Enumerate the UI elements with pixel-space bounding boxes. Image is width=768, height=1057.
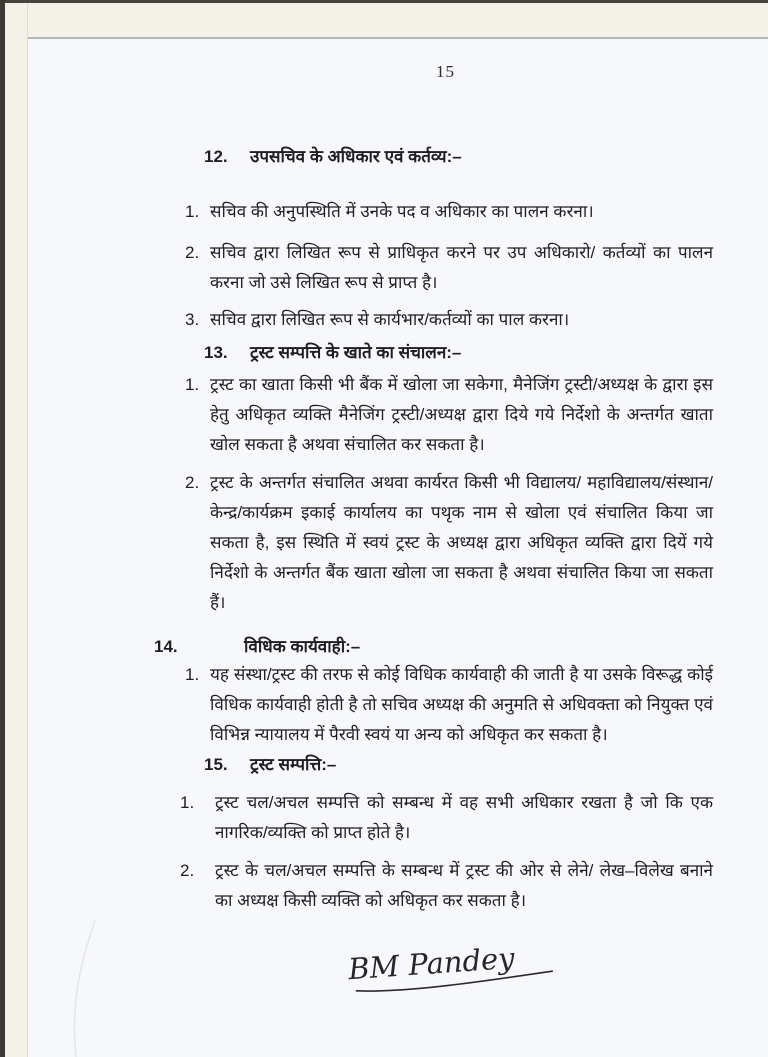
section-14-heading — [154, 632, 713, 662]
list-item-text: ट्रस्ट चल/अचल सम्पत्ति को सम्बन्ध में वह सभी अधिकार रखता है जो कि एक नागरिक/व्यक्ति को प्राप्त होते है। — [215, 793, 713, 842]
signature — [338, 930, 568, 994]
section-number: 14. — [154, 637, 178, 656]
list-item — [178, 788, 713, 848]
list-item-text: यह संस्था/ट्रस्ट की तरफ से कोई विधिक कार्यवाही की जाती है या उसके विरूद्ध कोई विधिक कार्यवाही होती है तो सचिव अध्यक्ष की अनुमति से अधिवक्ता को नियुक्त एवं विभिन्न न्यायालय में पैरवी स्वयं या अन्य को अधिकृत कर सकता है। — [210, 665, 713, 744]
page-number: 15 — [436, 62, 455, 81]
list-item — [178, 305, 713, 335]
section-12-heading — [204, 142, 713, 172]
list-item — [178, 468, 713, 618]
section-title: विधिक कार्यवाही:– — [244, 637, 361, 656]
section-title: उपसचिव के अधिकार एवं कर्तव्य:– — [250, 147, 462, 166]
page-left-edge — [0, 0, 5, 1057]
scan-artifact — [40, 920, 120, 1057]
list-item-text: सचिव द्वारा लिखित रूप से प्राधिकृत करने पर उप अधिकारो/ कर्तव्यों का पालन करना जो उसे लिखित रूप से प्राप्त है। — [210, 243, 713, 292]
list-item-number: 2. — [185, 473, 200, 492]
list-item-number: 1. — [185, 375, 200, 394]
list-item-number: 1. — [180, 793, 195, 812]
list-item-text: सचिव की अनुपस्थिति में उनके पद व अधिकार का पालन करना। — [210, 202, 594, 221]
list-item-text: ट्रस्ट का खाता किसी भी बैंक में खोला जा सकेगा, मैनेजिंग ट्रस्टी/अध्यक्ष के द्वारा इस हेतु अधिकृत व्यक्ति मैनेजिंग ट्रस्टी/अध्यक्ष द्वारा दिये गये निर्देशो के अन्तर्गत खाता खोल सकता है अथवा संचालित कर सकता है। — [210, 375, 713, 454]
list-item-number: 1. — [185, 202, 200, 221]
list-item-text: ट्रस्ट के अन्तर्गत संचालित अथवा कार्यरत किसी भी विद्यालय/ महाविद्यालय/संस्थान/केन्द्र/कार्यक्रम इकाई कार्यालय का पथृक नाम से खोला एवं संचालित किया जा सकता है, इस स्थिति में स्वयं ट्रस्ट के अध्यक्ष द्वारा अधिकृत व्यक्ति द्वारा दियें गये निर्देशो के अन्तर्गत बैंक खाता खोला जा सकता है अथवा संचालित किया जा सकता हैं। — [210, 473, 713, 612]
list-item — [178, 856, 713, 916]
section-number: 15. — [204, 755, 228, 774]
top-margin-band — [5, 3, 768, 39]
list-item — [178, 660, 713, 750]
page-top-edge — [0, 0, 768, 3]
section-13-heading — [204, 338, 713, 368]
section-15-heading — [204, 750, 713, 780]
section-title: ट्रस्ट सम्पत्ति:– — [250, 755, 337, 774]
section-number: 12. — [204, 147, 228, 166]
list-item-text: ट्रस्ट के चल/अचल सम्पत्ति के सम्बन्ध में ट्रस्ट की ओर से लेने/ लेख–विलेख बनाने का अध्यक्ष किसी व्यक्ति को अधिकृत कर सकता है। — [215, 861, 713, 910]
list-item — [178, 370, 713, 460]
left-margin-band — [5, 3, 28, 1057]
list-item-number: 2. — [180, 861, 195, 880]
list-item-text: सचिव द्वारा लिखित रूप से कार्यभार/कर्तव्यों का पाल करना। — [210, 310, 570, 329]
section-title: ट्रस्ट सम्पत्ति के खाते का संचालन:– — [250, 343, 462, 362]
list-item-number: 2. — [185, 243, 200, 262]
list-item-number: 3. — [185, 310, 200, 329]
page-content — [154, 62, 713, 994]
list-item-number: 1. — [185, 665, 200, 684]
list-item — [178, 197, 713, 227]
section-number: 13. — [204, 343, 228, 362]
signature-text: BM Pandey — [347, 940, 516, 987]
list-item — [178, 238, 713, 298]
